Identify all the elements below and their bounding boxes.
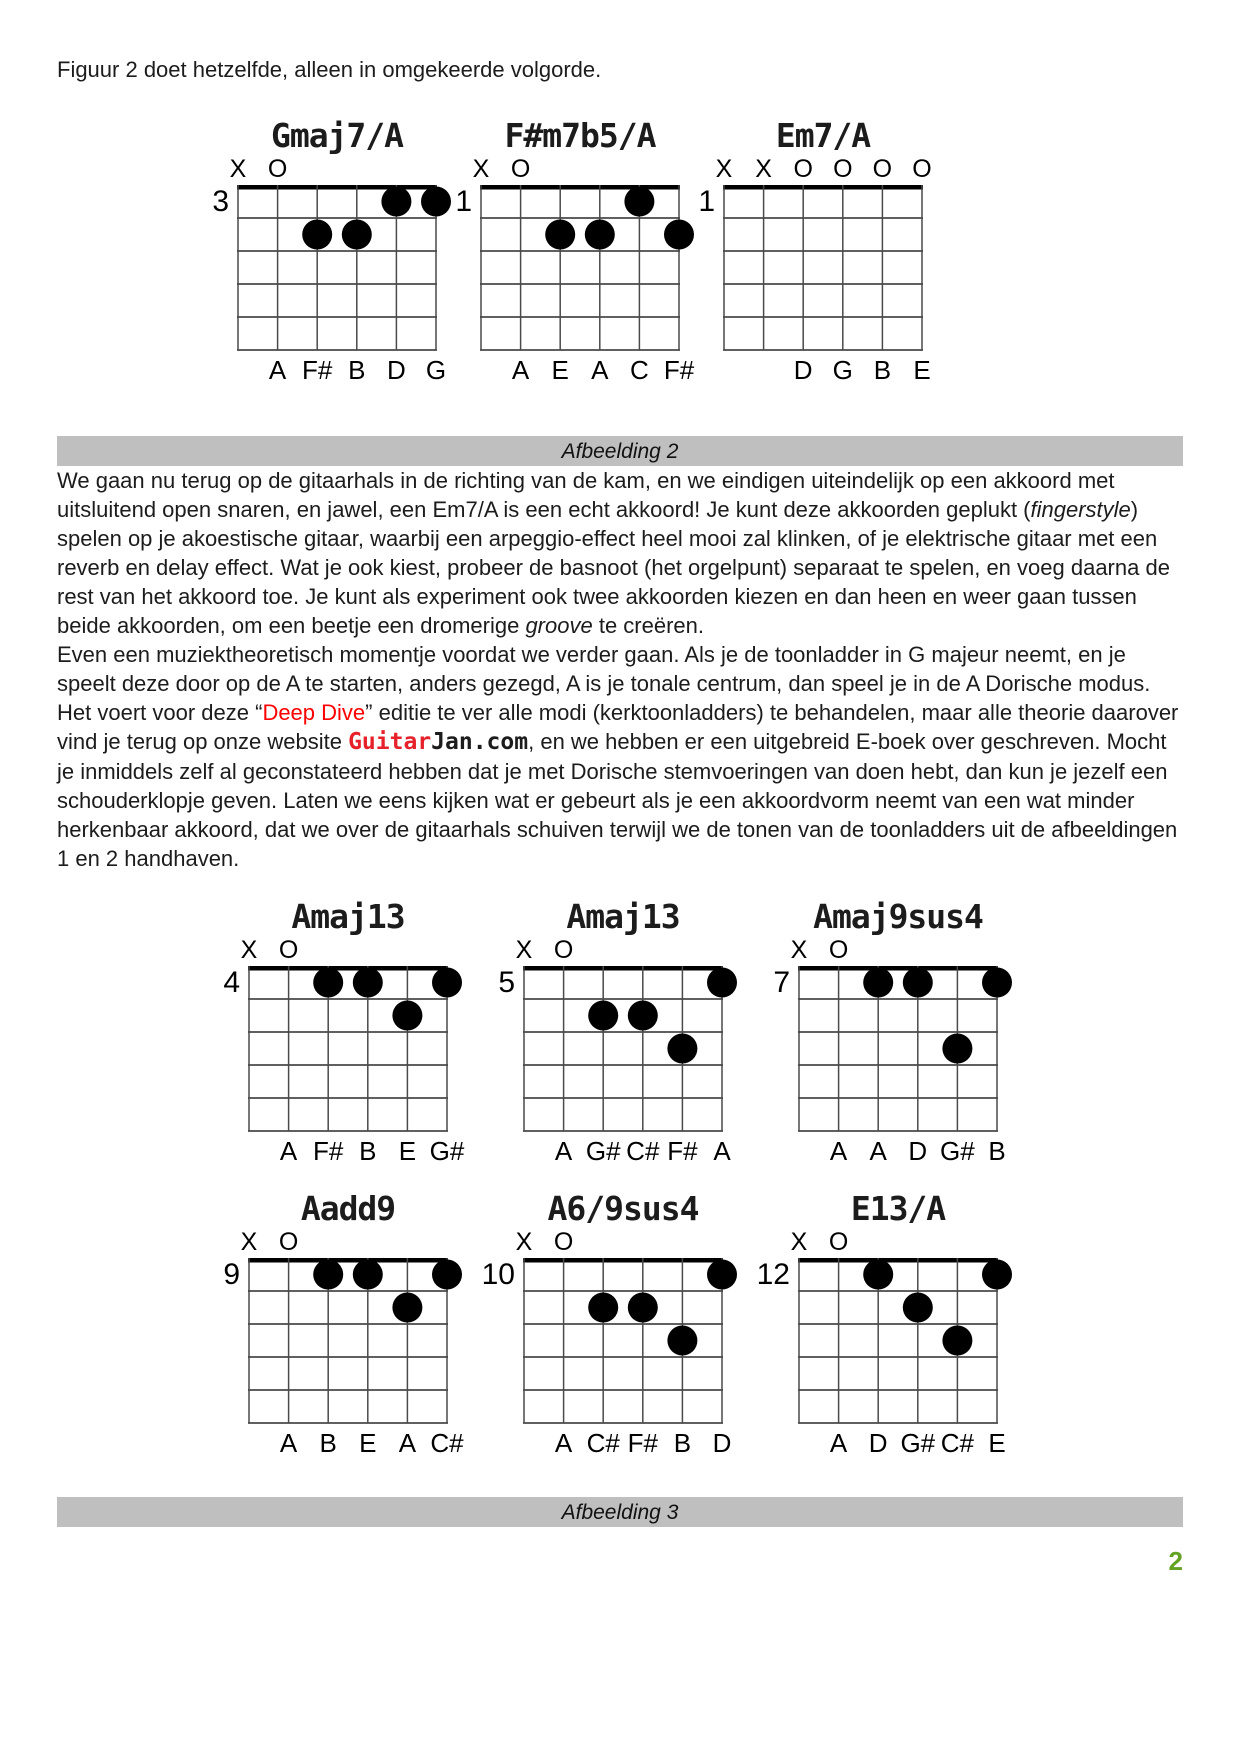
chord-name: F#m7b5/A: [504, 116, 656, 155]
fretboard-grid: [523, 966, 723, 1131]
note-label: C: [630, 355, 649, 385]
text-run: ) spelen op je akoestische gitaar, waarbij een arpeggio-effect heel mooi zal klinken, of je elektrische gitaar met een reverb en delay effect. Wat je ook kiest, probeer de basnoot (het orgelpunt) separaat te spelen, en voeg daarna de rest van het akkoord toe. Je kunt als experiment ook twee akkoorden kiezen en dan heen en weer gaan tussen beide akkoorden, om een beetje een dromerige: [57, 497, 1170, 638]
note-label: G#: [585, 1136, 621, 1166]
open-string-markers: [229, 154, 437, 185]
finger-dot: [942, 1034, 972, 1064]
note-label: G#: [429, 1136, 465, 1166]
finger-dot: [707, 1260, 737, 1290]
note-label: E: [398, 1136, 417, 1166]
nut-line: [248, 1258, 448, 1263]
finger-dot: [624, 187, 654, 217]
note-labels: [723, 354, 931, 390]
open-string-markers: [790, 935, 998, 966]
fret-number: 3: [212, 185, 229, 218]
muted-string-x-icon: X: [755, 155, 772, 183]
chord-diagram: [698, 112, 932, 390]
chord-grid: [698, 185, 923, 350]
note-label: D: [712, 1428, 732, 1458]
chord-grid: [481, 1258, 723, 1423]
fretboard-grid: [248, 966, 448, 1131]
intro-text: Figuur 2 doet hetzelfde, alleen in omgekeerde volgorde.: [57, 57, 602, 82]
fret-number: 9: [223, 1258, 240, 1291]
open-string-o-icon: O: [267, 155, 288, 183]
note-label: F#: [627, 1428, 658, 1458]
fretboard-grid: [480, 185, 680, 350]
open-string-o-icon: O: [553, 1228, 574, 1256]
muted-string-x-icon: X: [240, 936, 258, 964]
note-labels: [237, 354, 447, 390]
muted-string-x-icon: X: [515, 936, 533, 964]
italic-term-groove: groove: [525, 613, 593, 638]
chord-name: Gmaj7/A: [270, 116, 404, 155]
open-string-markers: [715, 154, 932, 185]
note-label: A: [268, 355, 287, 385]
chord-name: E13/A: [850, 1189, 946, 1228]
muted-string-x-icon: X: [240, 1228, 258, 1256]
guitarjan-brand: [348, 729, 528, 755]
note-label: E: [551, 355, 569, 385]
nut-line: [248, 966, 448, 971]
note-label: F#: [667, 1136, 698, 1166]
finger-dot: [863, 968, 893, 998]
note-label: D: [387, 355, 406, 385]
finger-dot: [628, 1001, 658, 1031]
note-label: C#: [626, 1136, 660, 1166]
deep-dive-highlight: Deep Dive: [262, 700, 366, 725]
note-label: E: [359, 1428, 377, 1458]
chord-grid: [756, 1258, 998, 1423]
open-string-markers: [790, 1227, 998, 1258]
finger-dot: [863, 1260, 893, 1290]
note-label: E: [988, 1428, 1006, 1458]
note-label: A: [829, 1136, 848, 1166]
chord-name: Em7/A: [775, 116, 871, 155]
note-labels: [523, 1427, 732, 1463]
note-labels: [523, 1135, 731, 1171]
finger-dot: [342, 220, 372, 250]
chord-diagram: [455, 112, 695, 390]
note-label: B: [359, 1136, 377, 1166]
text-run: ” editie te ver alle modi (kerktoonladders) te behandelen, maar alle theorie daarover vind je terug op onze website: [57, 700, 1179, 754]
note-label: A: [511, 355, 530, 385]
chord-grid: [223, 966, 448, 1131]
finger-dot: [432, 1260, 462, 1290]
chord-name: A6/9sus4: [547, 1189, 699, 1228]
note-labels: [480, 354, 695, 390]
finger-dot: [313, 968, 343, 998]
finger-dot: [588, 1001, 618, 1031]
chord-diagram: [223, 893, 465, 1171]
nut-line: [798, 966, 998, 971]
figure-caption: Afbeelding 2: [561, 439, 679, 463]
finger-dot: [903, 968, 933, 998]
open-string-markers: [240, 1227, 448, 1258]
note-label: A: [829, 1428, 848, 1458]
fret-number: 7: [773, 966, 790, 999]
note-label: A: [554, 1428, 573, 1458]
note-label: G: [425, 355, 447, 385]
open-string-o-icon: O: [278, 936, 299, 964]
brand-jan-part: Jan.com: [431, 729, 529, 755]
nut-line: [480, 185, 680, 190]
note-label: A: [279, 1428, 298, 1458]
muted-string-x-icon: X: [790, 1228, 808, 1256]
finger-dot: [392, 1293, 422, 1323]
finger-dot: [381, 187, 411, 217]
open-string-o-icon: O: [793, 155, 813, 183]
chord-name: Aadd9: [300, 1189, 396, 1228]
open-string-o-icon: O: [828, 936, 849, 964]
finger-dot: [302, 220, 332, 250]
paragraph-2: [57, 640, 1183, 873]
note-label: E: [913, 355, 931, 385]
chord-diagram: [481, 1185, 732, 1463]
brand-guitar-part: Guitar: [348, 729, 432, 755]
note-label: D: [868, 1428, 888, 1458]
fret-number: 1: [698, 185, 715, 218]
note-label: A: [554, 1136, 573, 1166]
finger-dot: [353, 1260, 383, 1290]
nut-line: [237, 185, 437, 190]
note-labels: [248, 1135, 465, 1171]
chord-grid: [773, 966, 998, 1131]
finger-dot: [545, 220, 575, 250]
open-string-o-icon: O: [833, 155, 853, 183]
note-label: G#: [940, 1136, 975, 1166]
text-run: te creëren.: [592, 613, 704, 638]
note-label: C#: [430, 1428, 464, 1458]
chord-grid: [223, 1258, 448, 1423]
muted-string-x-icon: X: [472, 155, 490, 183]
note-label: B: [348, 355, 366, 385]
open-string-o-icon: O: [553, 936, 574, 964]
finger-dot: [667, 1034, 697, 1064]
finger-dot: [982, 968, 1012, 998]
note-label: B: [319, 1428, 337, 1458]
nut-line: [523, 1258, 723, 1263]
note-label: A: [713, 1136, 731, 1166]
fret-number: 10: [481, 1258, 515, 1291]
nut-line: [798, 1258, 998, 1263]
finger-dot: [585, 220, 615, 250]
muted-string-x-icon: X: [229, 155, 247, 183]
open-string-o-icon: O: [872, 155, 893, 183]
chord-grid: [212, 185, 437, 350]
chord-diagram: [773, 893, 1006, 1171]
chord-diagram: [212, 112, 447, 390]
figure-afbeelding-3: [57, 893, 1183, 1527]
open-string-o-icon: O: [278, 1228, 299, 1256]
note-label: D: [908, 1136, 928, 1166]
note-label: A: [279, 1136, 298, 1166]
fretboard-grid: [798, 966, 998, 1131]
text-run: Even een muziektheoretisch momentje voordat we verder gaan. Als je de toonladder in G majeur neemt, en je speelt deze door op de A te starten, anders gezegd, A is je tonale centrum, dan speel je in de A Dorische modus. Het voert voor deze “: [57, 642, 1151, 725]
muted-string-x-icon: X: [515, 1228, 533, 1256]
note-label: A: [398, 1428, 417, 1458]
fretboard-grid: [248, 1258, 448, 1423]
chord-diagram: [498, 893, 731, 1171]
note-labels: [798, 1427, 1006, 1463]
fret-number: 12: [756, 1258, 790, 1291]
finger-dot: [942, 1326, 972, 1356]
chord-grid: [498, 966, 723, 1131]
nut-line: [723, 185, 923, 190]
figure-caption-banner: [57, 1497, 1183, 1527]
nut-line: [523, 966, 723, 971]
fretboard-grid: [723, 185, 923, 350]
fret-number: 5: [498, 966, 515, 999]
open-string-markers: [240, 935, 448, 966]
finger-dot: [313, 1260, 343, 1290]
muted-string-x-icon: X: [715, 155, 733, 183]
note-label: A: [869, 1136, 887, 1166]
open-string-o-icon: O: [828, 1228, 849, 1256]
paragraph-1: [57, 466, 1183, 640]
figure-caption-banner: [57, 436, 1183, 466]
text-run: We gaan nu terug op de gitaarhals in de richting van de kam, en we eindigen uiteindelijk op een akkoord met uitsluitend open snaren, en jawel, een Em7/A is een echt akkoord! Je kunt deze akkoorden geplukt (: [57, 468, 1115, 522]
chord-diagram: [756, 1185, 1006, 1463]
italic-term-fingerstyle: fingerstyle: [1030, 497, 1131, 522]
note-labels: [248, 1427, 464, 1463]
note-label: G: [832, 355, 853, 385]
finger-dot: [707, 968, 737, 998]
note-label: F#: [302, 355, 333, 385]
finger-dot: [432, 968, 462, 998]
note-label: A: [591, 355, 609, 385]
fret-number: 1: [455, 185, 472, 218]
finger-dot: [667, 1326, 697, 1356]
finger-dot: [392, 1001, 422, 1031]
note-label: B: [673, 1428, 692, 1458]
chord-grid: [455, 185, 680, 350]
finger-dot: [982, 1260, 1012, 1290]
chord-name: Amaj13: [566, 897, 680, 936]
fretboard-grid: [523, 1258, 723, 1423]
note-label: D: [793, 355, 813, 385]
text-run: , en we hebben er een uitgebreid E-boek over geschreven. Mocht je inmiddels zelf al geconstateerd hebben dat je met Dorische stemvoeringen van doen hebt, dan kun je jezelf een schouderklopje geven. Laten we eens kijken wat er gebeurt als je een akkoordvorm neemt van een wat minder herkenbaar akkoord, dat we over de gitaarhals schuiven terwijl we de tonen van de toonladders uit de afbeeldingen 1 en 2 handhaven.: [57, 729, 1178, 871]
page-number: 2: [1168, 1546, 1183, 1576]
note-label: B: [988, 1136, 1006, 1166]
fret-number: 4: [223, 966, 240, 999]
open-string-o-icon: O: [510, 155, 531, 183]
fretboard-grid: [237, 185, 437, 350]
chord-diagram-row: [57, 1185, 1183, 1463]
open-string-o-icon: O: [912, 155, 932, 183]
figure-afbeelding-2: [57, 112, 1183, 466]
fretboard-grid: [798, 1258, 998, 1423]
finger-dot: [903, 1293, 933, 1323]
note-label: B: [873, 355, 892, 385]
chord-name: Amaj9sus4: [813, 897, 983, 936]
finger-dot: [353, 968, 383, 998]
finger-dot: [628, 1293, 658, 1323]
chord-diagram: [223, 1185, 464, 1463]
finger-dot: [588, 1293, 618, 1323]
note-label: G#: [900, 1428, 936, 1458]
note-label: C#: [940, 1428, 975, 1458]
open-string-markers: [515, 935, 723, 966]
figure-caption: Afbeelding 3: [561, 1500, 679, 1524]
open-string-markers: [472, 154, 680, 185]
finger-dot: [664, 220, 694, 250]
note-label: C#: [586, 1428, 620, 1458]
chord-name: Amaj13: [291, 897, 405, 936]
note-labels: [798, 1135, 1006, 1171]
open-string-markers: [515, 1227, 723, 1258]
chord-diagram-row: [57, 112, 1183, 390]
note-label: F#: [663, 355, 695, 385]
chord-diagram-row: [57, 893, 1183, 1171]
muted-string-x-icon: X: [790, 936, 808, 964]
note-label: F#: [313, 1136, 344, 1166]
